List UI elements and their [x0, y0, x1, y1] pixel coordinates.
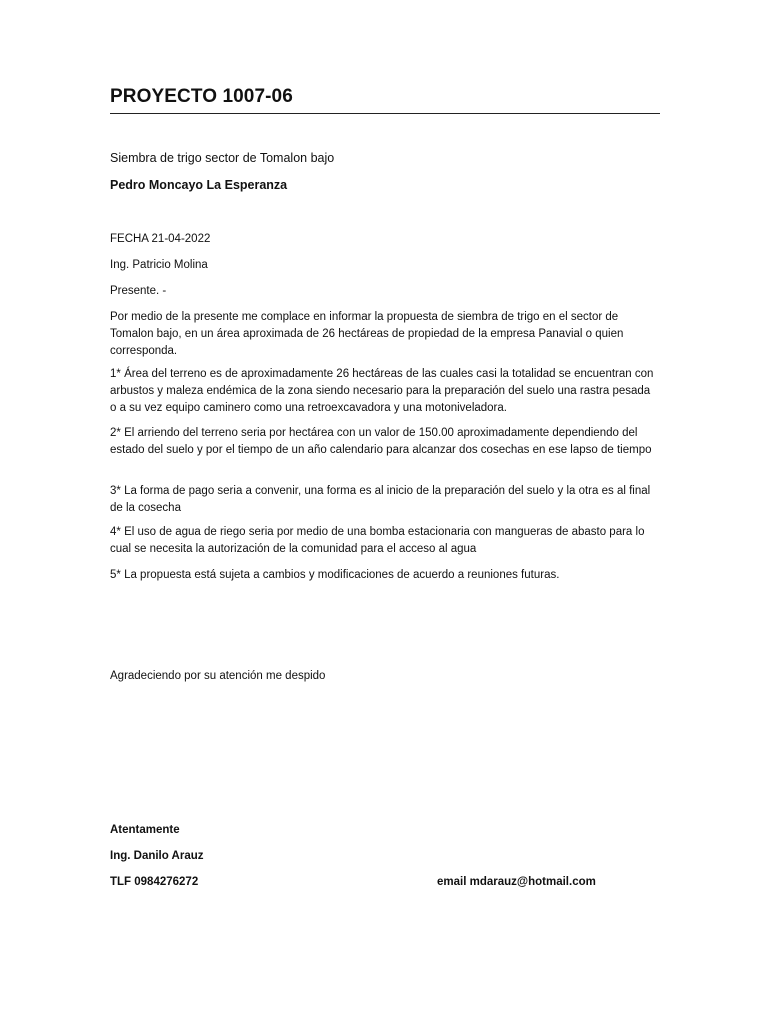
document-subtitle: Siembra de trigo sector de Tomalon bajo — [110, 151, 335, 165]
point-5: 5* La propuesta está sujeta a cambios y modificaciones de acuerdo a reuniones futuras. — [110, 569, 560, 581]
document-date: FECHA 21-04-2022 — [110, 233, 211, 245]
point-4: 4* El uso de agua de riego seria por medio de una bomba estacionaria con mangueras de abasto para lo cual se necesita la autorización de la comunidad para el acceso al agua — [110, 526, 645, 555]
closing-line: Agradeciendo por su atención me despido — [110, 670, 326, 682]
intro-paragraph: Por medio de la presente me complace en informar la propuesta de siembra de trigo en el sector de Tomalon bajo, en un área aproximada de 26 hectáreas de propiedad de la empresa Panavial o quien corresponda. — [110, 311, 624, 357]
point-3: 3* La forma de pago seria a convenir, una forma es al inicio de la preparación del suelo y la otra es al final de la cosecha — [110, 485, 651, 514]
document-title: PROYECTO 1007-06 — [110, 86, 293, 107]
contact-phone: TLF 0984276272 — [110, 876, 199, 888]
signoff: Atentamente — [110, 824, 180, 836]
greeting: Presente. - — [110, 285, 167, 297]
document-location: Pedro Moncayo La Esperanza — [110, 178, 288, 192]
point-2: 2* El arriendo del terreno seria por hectárea con un valor de 150.00 aproximadamente dependiendo del estado del suelo y por el tiempo de un año calendario para alcanzar dos cosechas en ese lapso de tiempo — [110, 427, 652, 456]
recipient-name: Ing. Patricio Molina — [110, 259, 208, 271]
point-1: 1* Área del terreno es de aproximadamente 26 hectáreas de las cuales casi la totalidad se encuentran con arbustos y maleza endémica de la zona siendo necesario para la preparación del suelo una rastra pesada o a su vez equipo caminero como una retroexcavadora y una motoniveladora. — [110, 368, 654, 414]
title-divider — [110, 113, 660, 114]
signer-name: Ing. Danilo Arauz — [110, 850, 204, 862]
contact-email: email mdarauz@hotmail.com — [437, 876, 596, 888]
